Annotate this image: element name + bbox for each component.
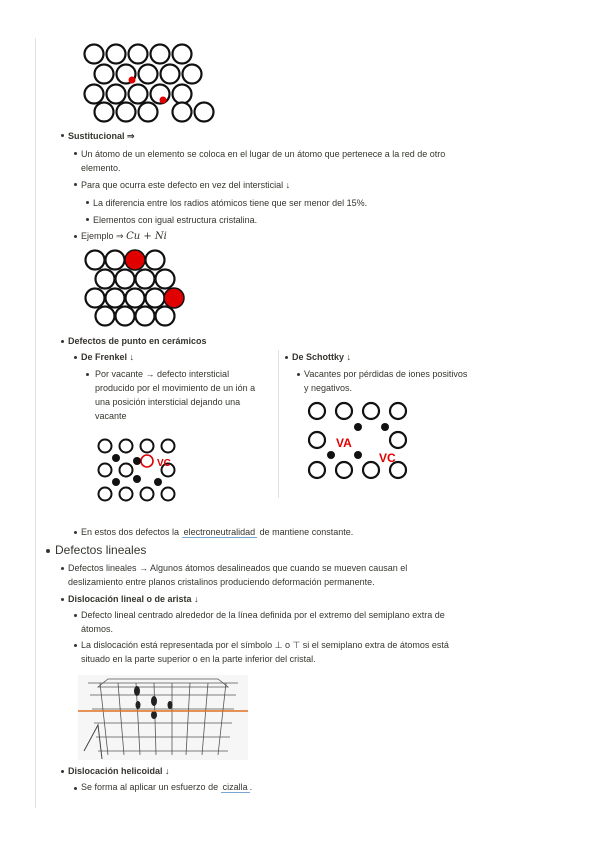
frenkel-vc-label: VC [157,458,171,469]
lineales-heading: Defectos lineales [55,543,147,557]
condition-structure: Elementos con igual estructura cristalina. [93,215,258,225]
page-indent-rule [35,38,36,808]
bullet [74,787,77,790]
bullet [74,356,77,359]
toggle-arrow-icon[interactable]: ↓ [129,352,135,362]
edge-dislocation-diagram [78,675,248,760]
lineales-definition: Defectos lineales → Algunos átomos desalineados que cuando se mueven causan el deslizamiento entre planos cristalinos produciendo deformación permanente. [68,563,408,587]
bullet [86,373,89,376]
schottky-heading: De Schottky ↓ [292,352,352,362]
bullet [61,567,64,570]
schottky-va-label: VA [336,436,352,450]
bullet [61,770,64,773]
bullet [86,218,89,221]
sustitucional-example: Ejemplo ⇒ Cu + Ni [81,231,167,242]
frenkel-heading: De Frenkel ↓ [81,352,135,362]
interstitial-lattice-diagram [82,42,217,124]
toggle-arrow-icon[interactable]: ↓ [165,766,170,776]
bullet [285,356,288,359]
arista-heading: Dislocación lineal o de arista ↓ [68,594,199,604]
substitutional-lattice-diagram [84,248,188,328]
toggle-arrow-icon[interactable]: ↓ [194,594,199,604]
column-divider [278,350,279,498]
frenkel-description: Por vacante → defecto intersticial producido por el movimiento de un ión a una posición intersticial dejando una vacante [95,369,256,421]
bullet [61,134,64,137]
frenkel-diagram [95,434,187,510]
schottky-diagram [305,400,410,484]
electroneutrality-note: En estos dos defectos la electroneutralidad de mantiene constante. [81,527,354,537]
bullet [61,340,64,343]
bullet [74,614,77,617]
bullet [74,152,77,155]
toggle-arrow-icon[interactable]: ↓ [285,180,291,190]
sustitucional-condition: Para que ocurra este defecto en vez del intersticial ↓ [81,180,291,190]
bullet [297,373,300,376]
helicoidal-heading: Dislocación helicoidal ↓ [68,766,170,776]
schottky-vc-label: VC [379,451,396,465]
arista-symbol: La dislocación está representada por el símbolo ⊥ o ⊤ si el semiplano extra de átomos está situado en la parte superior o en la parte inferior del cristal. [81,640,449,664]
sustitucional-heading: Sustitucional ⇒ [68,131,135,141]
bullet [74,235,77,238]
bullet [46,549,50,553]
condition-radius: La diferencia entre los radios atómicos tiene que ser menor del 15%. [93,198,368,208]
toggle-arrow-icon[interactable]: ↓ [346,352,352,362]
schottky-description: Vacantes por pérdidas de iones positivos y negativos. [304,369,468,393]
bullet [61,598,64,601]
cizalla-link[interactable]: cizalla [222,782,248,792]
electroneutralidad-link[interactable]: electroneutralidad [183,527,256,537]
bullet [74,531,77,534]
ceramics-heading: Defectos de punto en cerámicos [68,336,207,346]
bullet [74,183,77,186]
helicoidal-definition: Se forma al aplicar un esfuerzo de cizalla . [81,782,253,792]
sustitucional-definition: Un átomo de un elemento se coloca en el lugar de un átomo que pertenece a la red de otro elemento. [81,149,446,173]
arista-definition: Defecto lineal centrado alrededor de la línea definida por el extremo del semiplano extra de átomos. [81,610,445,634]
bullet [74,644,77,647]
bullet [86,201,89,204]
